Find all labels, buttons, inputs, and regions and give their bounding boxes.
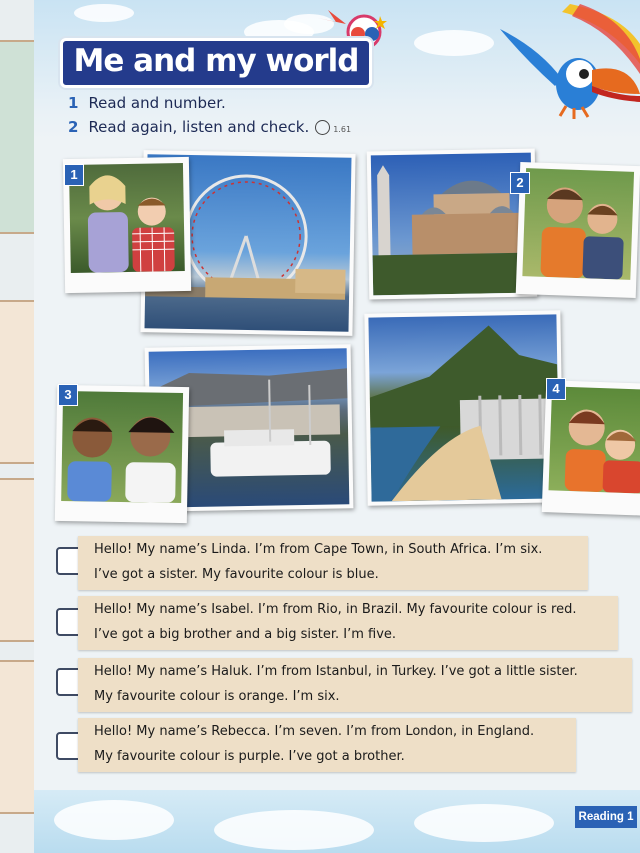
photo-rio [364, 310, 563, 505]
instruction-2 [68, 118, 351, 136]
text-line: I’ve got a sister. My favourite colour is blue. [94, 567, 379, 582]
section-label: Reading 1 [575, 806, 637, 828]
instruction-text: Read and number. [88, 94, 226, 112]
photo-children-2 [516, 162, 640, 298]
page-title: Me and my world [73, 43, 359, 79]
bottom-sky-band [34, 790, 640, 853]
text-line: Hello! My name’s Linda. I’m from Cape Town, in South Africa. I’m six. [94, 542, 543, 557]
photo-number-badge: 3 [58, 384, 78, 406]
text-line: Hello! My name’s Haluk. I’m from Istanbul, in Turkey. I’ve got a little sister. [94, 664, 578, 679]
photo-number-badge: 2 [510, 172, 530, 194]
text-strip-isabel [78, 596, 618, 650]
text-line: Hello! My name’s Rebecca. I’m seven. I’m from London, in England. [94, 724, 535, 739]
photo-children-4 [542, 380, 640, 516]
text-line: My favourite colour is orange. I’m six. [94, 689, 340, 704]
photo-number-badge: 1 [64, 164, 84, 186]
page-title-banner [60, 38, 372, 88]
photo-number-badge: 4 [546, 378, 566, 400]
audio-track-number: 1.61 [333, 125, 352, 134]
instruction-text: Read again, listen and check. [88, 118, 310, 136]
text-line: My favourite colour is purple. I’ve got a brother. [94, 749, 405, 764]
instruction-number: 1 [68, 94, 79, 112]
text-line: I’ve got a big brother and a big sister. I’m five. [94, 627, 397, 642]
toucan-icon [500, 4, 640, 122]
text-strip-rebecca [78, 718, 576, 772]
instruction-1 [68, 94, 226, 112]
text-strip-linda [78, 536, 588, 590]
text-strip-haluk [78, 658, 632, 712]
instruction-number: 2 [68, 118, 79, 136]
cd-audio-icon[interactable] [315, 120, 330, 135]
text-line: Hello! My name’s Isabel. I’m from Rio, in Brazil. My favourite colour is red. [94, 602, 577, 617]
